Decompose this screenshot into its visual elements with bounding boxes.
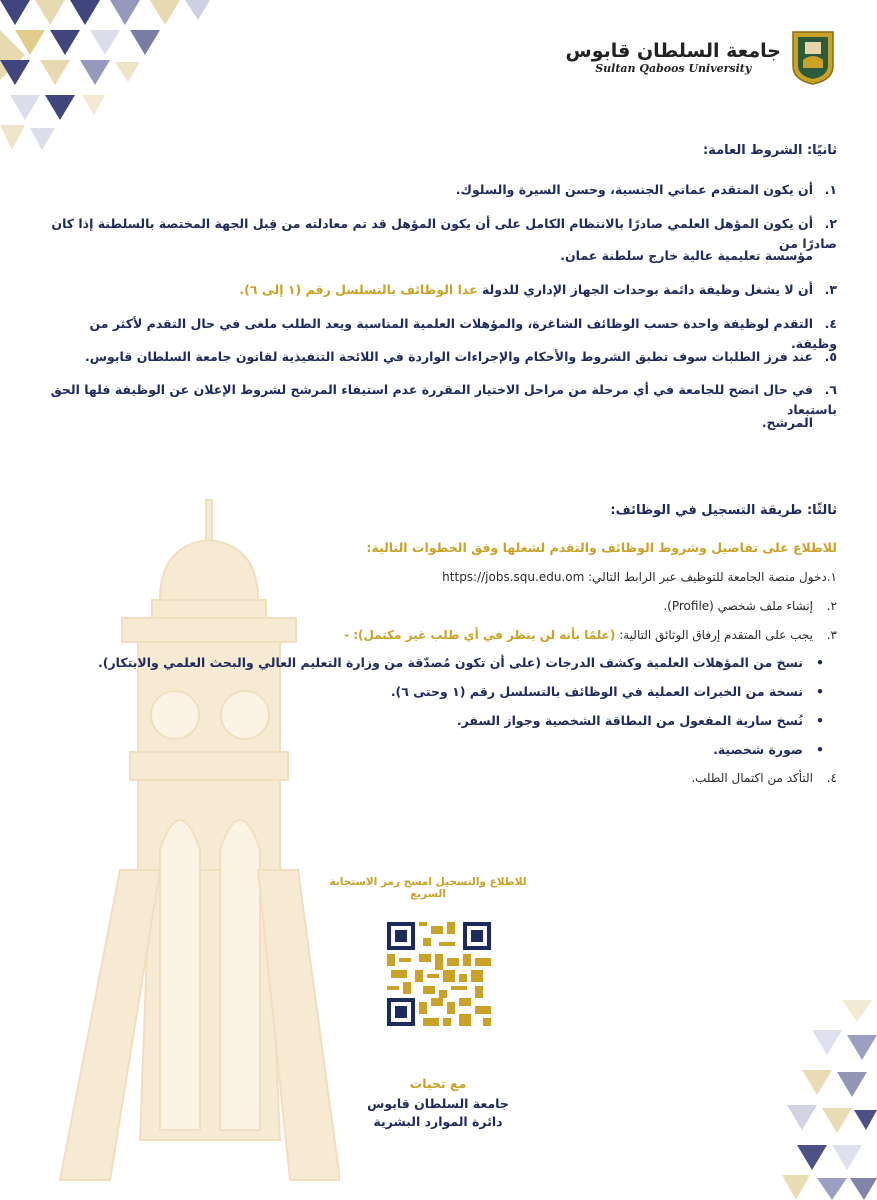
item-highlight: عدا الوظائف بالتسلسل رقم (١ إلى ٦). bbox=[239, 282, 478, 297]
item-text: عند فرز الطلبات سوف تطبق الشروط والأحكام والإجراءات الواردة في اللائحة التنفيذية لقانون جامعة السلطان قابوس. bbox=[84, 349, 813, 364]
document-text: صورة شخصية. bbox=[713, 742, 803, 757]
signature-department: دائرة الموارد البشرية bbox=[373, 1114, 503, 1129]
item-text: أن يكون المؤهل العلمي صادرًا بالانتظام الكامل على أن يكون المؤهل قد تم معادلته من قِبل الجهة المختصة بالسلطنة إذا كان صادرًا من bbox=[51, 216, 837, 251]
step-1 bbox=[40, 567, 837, 587]
document-item bbox=[40, 742, 837, 757]
bullet-icon: • bbox=[816, 655, 824, 670]
item-number: ٦. bbox=[824, 382, 837, 397]
logo-arabic-name: جامعة السلطان قابوس bbox=[565, 39, 781, 62]
item-number: ١. bbox=[824, 182, 837, 197]
step-text: دخول منصة الجامعة للتوظيف عبر الرابط التالي: bbox=[588, 570, 827, 584]
document-item bbox=[40, 684, 837, 699]
condition-item-6-continued: المرشح. bbox=[761, 415, 813, 430]
step-text: إنشاء ملف شخصي (Profile). bbox=[663, 599, 813, 613]
bullet-icon: • bbox=[816, 742, 824, 757]
document-text: نسخ من المؤهلات العلمية وكشف الدرجات (على أن تكون مُصدّقة من وزارة التعليم العالي والبحث العلمي والابتكار). bbox=[98, 655, 803, 670]
bullet-icon: • bbox=[816, 684, 824, 699]
step-number: ٢. bbox=[826, 599, 837, 613]
step-number: ٣. bbox=[826, 628, 837, 642]
step-3 bbox=[40, 625, 837, 645]
condition-item-5 bbox=[40, 347, 837, 367]
registration-heading: ثالثًا: طريقة التسجيل في الوظائف: bbox=[610, 503, 837, 518]
step-text: التأكد من اكتمال الطلب. bbox=[691, 771, 813, 785]
item-number: ٤. bbox=[824, 316, 837, 331]
signature-greeting: مع تحيات bbox=[409, 1076, 467, 1091]
document-text: نسخة من الخبرات العملية في الوظائف بالتسلسل رقم (١ وحتى ٦). bbox=[390, 684, 803, 699]
bullet-icon: • bbox=[816, 713, 824, 728]
item-text: أن يكون المتقدم عماني الجنسية، وحسن السيرة والسلوك. bbox=[455, 182, 813, 197]
signature-university: جامعة السلطان قابوس bbox=[367, 1096, 509, 1111]
item-text: أن لا يشغل وظيفة دائمة بوحدات الجهاز الإداري للدولة bbox=[481, 282, 813, 297]
step-text: يجب على المتقدم إرفاق الوثائق التالية: bbox=[619, 628, 813, 642]
item-number: ٣. bbox=[824, 282, 837, 297]
step-highlight: (علمًا بأنه لن ينظر في أي طلب غير مكتمل): - bbox=[344, 628, 616, 642]
item-text: في حال اتضح للجامعة في أي مرحلة من مراحل الاختيار المقررة عدم استيفاء المرشح لشروط الإعلان عن الوظيفة فلها الحق باستبعاد bbox=[50, 382, 837, 417]
item-text: التقدم لوظيفة واحدة حسب الوظائف الشاغرة، والمؤهلات العلمية المناسبة ويعد الطلب ملغى في حال التقدم لأكثر من وظيفة. bbox=[89, 316, 837, 351]
logo-english-name: Sultan Qaboos University bbox=[595, 61, 752, 75]
step-2 bbox=[40, 596, 837, 616]
document-item bbox=[40, 655, 837, 670]
qr-code-icon[interactable] bbox=[387, 922, 491, 1026]
jobs-portal-link[interactable]: https://jobs.squ.edu.om bbox=[442, 570, 585, 584]
step-number: ١. bbox=[826, 570, 837, 584]
qr-label: للاطلاع والتسجيل امسح رمز الاستجابة السريع bbox=[329, 876, 527, 900]
step-4 bbox=[40, 768, 837, 788]
step-number: ٤. bbox=[826, 771, 837, 785]
general-conditions-heading: ثانيًا: الشروط العامة: bbox=[702, 143, 837, 158]
item-number: ٢. bbox=[824, 216, 837, 231]
document-text: نُسخ سارية المفعول من البطاقة الشخصية وجواز السفر. bbox=[456, 713, 803, 728]
document-item bbox=[40, 713, 837, 728]
condition-item-3 bbox=[40, 280, 837, 300]
item-number: ٥. bbox=[824, 349, 837, 364]
registration-intro: للاطلاع على تفاصيل وشروط الوظائف والتقدم لشغلها وفق الخطوات التالية: bbox=[366, 540, 837, 555]
condition-item-1 bbox=[40, 180, 837, 200]
condition-item-2-continued: مؤسسة تعليمية عالية خارج سلطنة عمان. bbox=[560, 248, 813, 263]
